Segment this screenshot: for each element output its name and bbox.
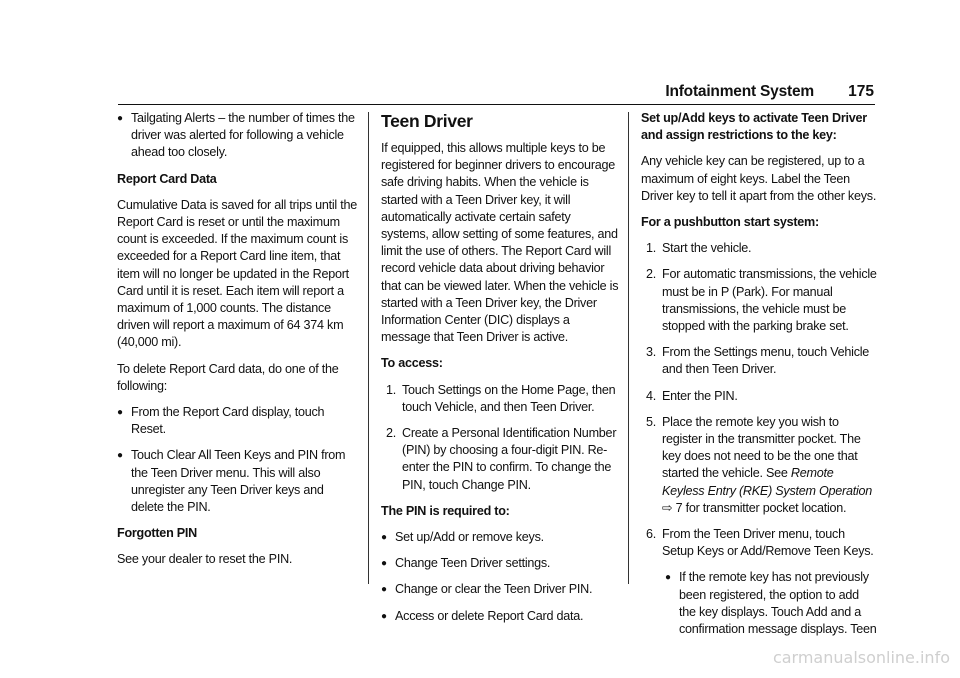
page-ref-arrow-icon: ⇨ [662, 500, 673, 515]
step-text: From the Teen Driver menu, touch Setup Keys or Add/Remove Teen Keys. [662, 527, 874, 559]
column-divider-2 [628, 112, 629, 584]
page-number: 175 [848, 83, 874, 100]
page-ref-number: 7 [675, 500, 683, 515]
list-item-text: Touch Clear All Teen Keys and PIN from the Teen Driver menu. This will also unregister any Teen Driver keys and delete the PIN. [131, 448, 346, 515]
step-text: Create a Personal Identification Number (PIN) by choosing a four-digit PIN. Re-enter the PIN to confirm. To change the PIN, touch Change PIN. [402, 426, 617, 492]
step-text: Touch Settings on the Home Page, then touch Vehicle, and then Teen Driver. [402, 382, 616, 414]
paragraph-cumulative: Cumulative Data is saved for all trips until the Report Card is reset or until the maximum count is exceeded. If the maximum count is exceeded for a Report Card line item, that item will no longer be updated in the Report Card until it is reset. Each item will report a maximum of 1,000 counts. The distance driven will report a maximum of 64 374 km (40,000 mi). [117, 197, 357, 350]
step-text: Place the remote key you wish to register in the transmitter pocket. The key does not need to be the one that started the vehicle. See [662, 414, 861, 481]
step-text: For automatic transmissions, the vehicle must be in P (Park). For manual transmissions, the vehicle must be stopped with the parking brake set. [662, 267, 877, 334]
bullet-icon: ● [381, 532, 387, 544]
bullet-icon: ● [117, 407, 123, 419]
list-item-text: Access or delete Report Card data. [395, 608, 584, 623]
step-number: 1. [386, 382, 397, 397]
list-item-text: Change Teen Driver settings. [395, 556, 551, 571]
bullet-icon: ● [117, 113, 123, 124]
step-number: 3. [646, 345, 657, 360]
list-item [381, 555, 619, 572]
subheading-pushbutton: For a pushbutton start system: [641, 215, 819, 230]
step-number: 2. [646, 267, 657, 282]
step-number: 2. [386, 426, 397, 441]
step-item [641, 526, 877, 560]
step-number: 4. [646, 388, 657, 403]
subheading-forgotten-pin: Forgotten PIN [117, 526, 197, 541]
paragraph-delete: To delete Report Card data, do one of the following: [117, 361, 339, 393]
list-item [381, 608, 619, 625]
column-divider-1 [368, 112, 369, 584]
bullet-icon: ● [117, 450, 123, 462]
step-number: 5. [646, 414, 657, 429]
step-text-tail: for transmitter pocket location. [685, 500, 847, 515]
list-item [117, 110, 357, 162]
bullet-icon: ● [381, 610, 387, 622]
list-item [641, 569, 877, 638]
bullet-icon: ● [665, 572, 671, 584]
step-item [381, 425, 619, 494]
header-rule [118, 104, 875, 105]
subheading-report-card-data: Report Card Data [117, 171, 217, 186]
step-item [641, 414, 877, 517]
list-item-text: Tailgating Alerts – the number of times the driver was alerted for following a vehicle ahead too closely. [131, 111, 355, 160]
list-item [117, 447, 357, 516]
step-number: 1. [646, 241, 657, 256]
section-title: Infotainment System [665, 83, 814, 100]
list-item-text: From the Report Card display, touch Reset. [131, 405, 325, 437]
column-3 [641, 110, 877, 647]
list-item [381, 529, 619, 546]
step-number: 6. [646, 527, 657, 542]
paragraph-any-key: Any vehicle key can be registered, up to a maximum of eight keys. Label the Teen Driver key to tell it apart from the other keys. [641, 154, 877, 203]
list-item-text: If the remote key has not previously been registered, the option to add the key displays. Touch Add and a confirmation message displays. Teen [679, 570, 877, 637]
watermark: carmanualsonline.info [772, 648, 950, 667]
list-item-text: Set up/Add or remove keys. [395, 530, 544, 545]
step-item [641, 388, 877, 405]
paragraph-intro: If equipped, this allows multiple keys to be registered for beginner drivers to encourage safe driving habits. When the vehicle is started with a Teen Driver key, it will automatically activate certain safety systems, allow setting of some features, and limit the use of others. The Report Card will record vehicle data about driving behavior that can be viewed later. When the vehicle is started with a Teen Driver key, the Driver Information Center (DIC) displays a message that Teen Driver is active. [381, 141, 619, 345]
step-text: From the Settings menu, touch Vehicle and then Teen Driver. [662, 345, 870, 377]
list-item [117, 404, 357, 438]
step-item [641, 266, 877, 335]
page-header [0, 80, 960, 106]
column-1 [117, 110, 357, 578]
step-item [641, 344, 877, 378]
column-2 [381, 110, 619, 634]
list-item [381, 581, 619, 598]
heading-teen-driver: Teen Driver [381, 111, 473, 131]
subheading-setup-keys: Set up/Add keys to activate Teen Driver and assign restrictions to the key: [641, 111, 867, 143]
paragraph-forgotten: See your dealer to reset the PIN. [117, 552, 293, 567]
step-text: Start the vehicle. [662, 241, 752, 256]
subheading-access: To access: [381, 356, 443, 371]
cross-reference-link[interactable]: Remote Keyless Entry (RKE) System Operation [662, 466, 873, 498]
step-item [641, 240, 877, 257]
subheading-pin-required: The PIN is required to: [381, 503, 510, 518]
bullet-icon: ● [381, 584, 387, 596]
step-item [381, 382, 619, 416]
step-text: Enter the PIN. [662, 388, 738, 403]
bullet-icon: ● [381, 558, 387, 570]
list-item-text: Change or clear the Teen Driver PIN. [395, 582, 593, 597]
